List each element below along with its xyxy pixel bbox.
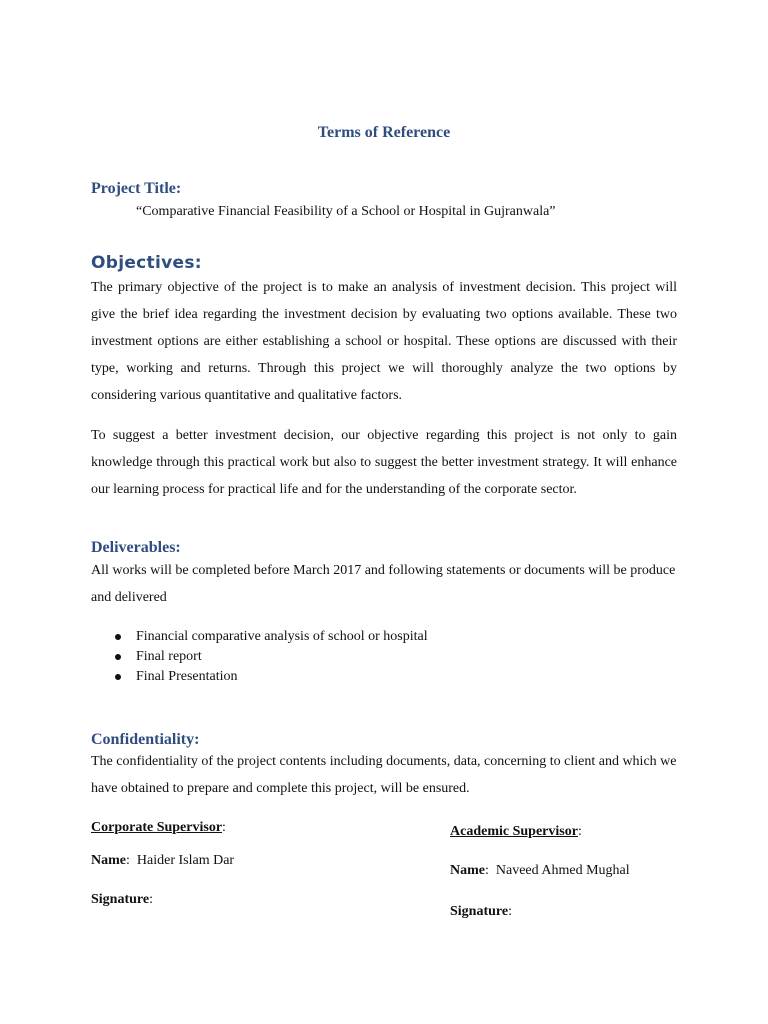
- confidentiality-text: The confidentiality of the project contents including documents, data, concerning to client and which we have obtained to prepare and complete this project, will be ensured.: [91, 754, 677, 796]
- academic-supervisor-label: Academic Supervisor:: [450, 824, 582, 839]
- objectives-paragraph-2: To suggest a better investment decision, our objective regarding this project is not only to gain knowledge through this practical work but also to suggest the better investment strategy. It will enhance our learning process for practical life and for the understanding of the corporate sector.: [91, 428, 677, 497]
- objectives-paragraph-1: The primary objective of the project is to make an analysis of investment decision. This project will give the brief idea regarding the investment decision by evaluating two options available. These two investment options are either establishing a school or hospital. These options are discussed with their type, working and returns. Through this project we will thoroughly analyze the two options by considering various quantitative and qualitative factors.: [91, 280, 677, 403]
- corporate-supervisor-label: Corporate Supervisor:: [91, 820, 226, 835]
- confidentiality-heading: Confidentiality:: [91, 731, 200, 748]
- list-item-text: Financial comparative analysis of school or hospital: [136, 629, 428, 644]
- corporate-supervisor-signature: Signature:: [91, 892, 153, 907]
- bullet-icon: [115, 654, 121, 660]
- academic-supervisor-signature: Signature:: [450, 904, 512, 919]
- list-item-text: Final Presentation: [136, 669, 238, 684]
- bullet-icon: [115, 674, 121, 680]
- list-item: [91, 627, 428, 647]
- bullet-icon: [115, 634, 121, 640]
- deliverables-list: [91, 627, 428, 687]
- deliverables-intro: All works will be completed before March 2017 and following statements or documents will be produce and delivered: [91, 563, 676, 605]
- list-item: [91, 667, 428, 687]
- project-title-text: “Comparative Financial Feasibility of a School or Hospital in Gujranwala”: [136, 204, 556, 219]
- objectives-heading: Objectives:: [91, 253, 202, 273]
- list-item-text: Final report: [136, 649, 202, 664]
- deliverables-heading: Deliverables:: [91, 539, 181, 556]
- project-title-heading: Project Title:: [91, 180, 182, 197]
- corporate-supervisor-name: Name: Haider Islam Dar: [91, 853, 235, 868]
- list-item: [91, 647, 428, 667]
- academic-supervisor-name: Name: Naveed Ahmed Mughal: [450, 863, 630, 878]
- document-title: Terms of Reference: [317, 124, 451, 141]
